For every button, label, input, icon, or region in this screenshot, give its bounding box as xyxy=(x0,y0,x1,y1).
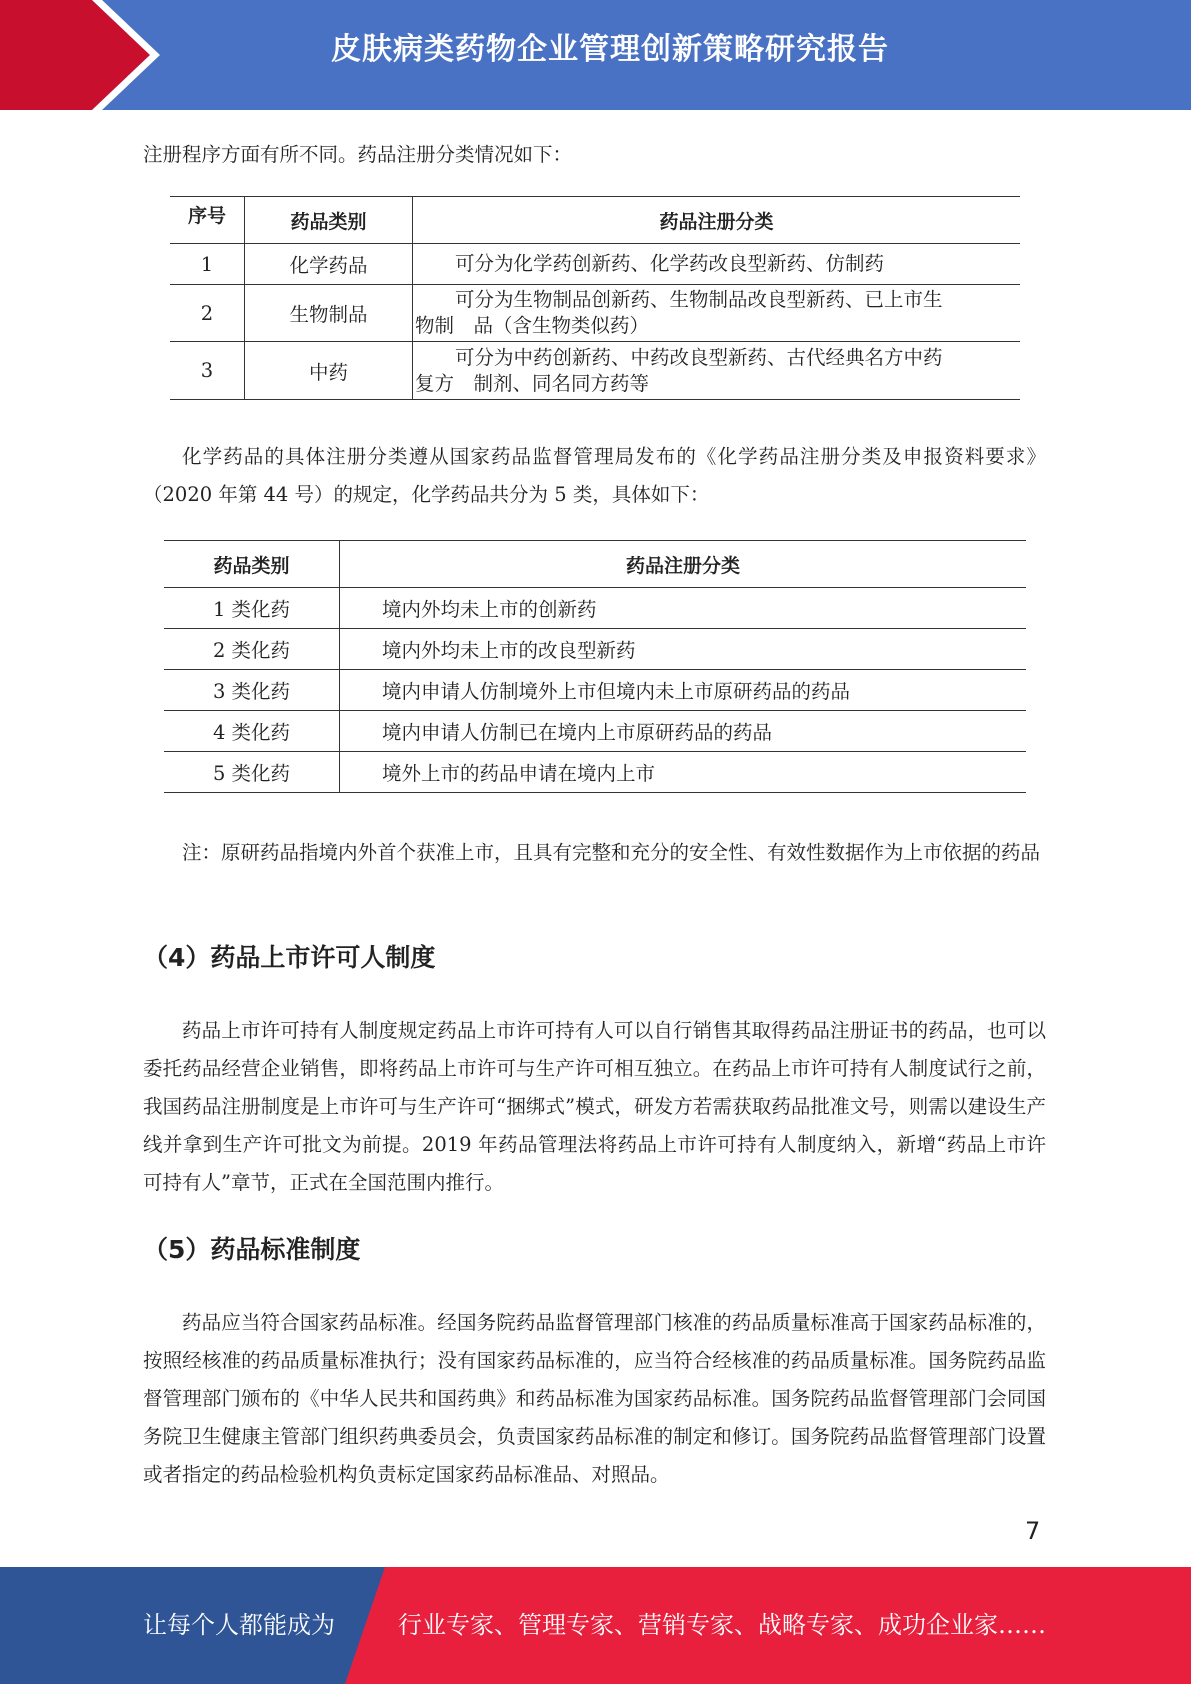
footer-slogan-right: 行业专家、管理专家、营销专家、战略专家、成功企业家…… xyxy=(398,1611,1046,1639)
table-row xyxy=(164,711,1026,752)
row-category: 3 类化药 xyxy=(164,670,340,711)
report-title: 皮肤病类药物企业管理创新策略研究报告 xyxy=(331,32,889,67)
row-category: 中药 xyxy=(245,342,413,400)
intro-paragraph: 注册程序方面有所不同。药品注册分类情况如下： xyxy=(143,143,573,166)
row-desc: 可分为化学药创新药、化学药改良型新药、仿制药 xyxy=(413,244,1021,285)
registration-table xyxy=(170,196,1020,400)
table-row xyxy=(164,670,1026,711)
row-desc: 可分为中药创新药、中药改良型新药、古代经典名方中药 复方 制剂、同名同方药等 xyxy=(413,342,1021,400)
table-row xyxy=(164,629,1026,670)
page-number: 7 xyxy=(1025,1517,1041,1545)
note-paragraph: 注：原研药品指境内外首个获准上市，且具有完整和充分的安全性、有效性数据作为上市依据的药品 xyxy=(182,841,1041,864)
row-no: 3 xyxy=(170,342,245,400)
table-row xyxy=(170,342,1020,400)
table-row xyxy=(170,244,1020,285)
table-row xyxy=(164,588,1026,629)
col-header-no: 序号 xyxy=(170,197,245,244)
row-category: 生物制品 xyxy=(245,285,413,342)
table-row xyxy=(170,285,1020,342)
col-header-category: 药品类别 xyxy=(245,197,413,244)
col-header-category: 药品类别 xyxy=(164,541,340,588)
row-category: 5 类化药 xyxy=(164,752,340,793)
page-footer xyxy=(0,1567,1191,1684)
table-header-row xyxy=(164,541,1026,588)
row-category: 2 类化药 xyxy=(164,629,340,670)
page-header xyxy=(0,0,1191,110)
footer-slogan-left: 让每个人都能成为 xyxy=(143,1611,335,1639)
row-no: 1 xyxy=(170,244,245,285)
row-category: 化学药品 xyxy=(245,244,413,285)
row-desc: 可分为生物制品创新药、生物制品改良型新药、已上市生 物制 品（含生物类似药） xyxy=(413,285,1021,342)
row-desc: 境外上市的药品申请在境内上市 xyxy=(340,752,1027,793)
section-4-body: 药品上市许可持有人制度规定药品上市许可持有人可以自行销售其取得药品注册证书的药品，也可以委托药品经营企业销售，即将药品上市许可与生产许可相互独立。在药品上市许可持有人制度试行之前，我国药品注册制度是上市许可与生产许可“捆绑式”模式，研发方若需获取药品批准文号，则需以建设生产线并拿到生产许可批文为前提。2019 年药品管理法将药品上市许可持有人制度纳入，新增“药品上市许可持有人”章节，正式在全国范围内推行。 xyxy=(143,1019,1046,1194)
row-desc: 境内外均未上市的创新药 xyxy=(340,588,1027,629)
chem-paragraph: 化学药品的具体注册分类遵从国家药品监督管理局发布的《化学药品注册分类及申报资料要求》（2020 年第 44 号）的规定，化学药品共分为 5 类，具体如下： xyxy=(143,445,1046,506)
section-5-heading: （5）药品标准制度 xyxy=(143,1235,361,1264)
table-row xyxy=(164,752,1026,793)
chemical-class-table xyxy=(164,540,1026,793)
row-desc: 境内申请人仿制已在境内上市原研药品的药品 xyxy=(340,711,1027,752)
row-desc: 境内外均未上市的改良型新药 xyxy=(340,629,1027,670)
section-5-body: 药品应当符合国家药品标准。经国务院药品监督管理部门核准的药品质量标准高于国家药品标准的，按照经核准的药品质量标准执行；没有国家药品标准的，应当符合经核准的药品质量标准。国务院药品监督管理部门颁布的《中华人民共和国药典》和药品标准为国家药品标准。国务院药品监督管理部门会同国务院卫生健康主管部门组织药典委员会，负责国家药品标准的制定和修订。国务院药品监督管理部门设置或者指定的药品检验机构负责标定国家药品标准品、对照品。 xyxy=(143,1311,1046,1486)
row-desc: 境内申请人仿制境外上市但境内未上市原研药品的药品 xyxy=(340,670,1027,711)
table-header-row xyxy=(170,197,1020,244)
row-category: 4 类化药 xyxy=(164,711,340,752)
row-no: 2 xyxy=(170,285,245,342)
col-header-classification: 药品注册分类 xyxy=(340,541,1027,588)
row-category: 1 类化药 xyxy=(164,588,340,629)
col-header-classification: 药品注册分类 xyxy=(413,197,1021,244)
section-4-heading: （4）药品上市许可人制度 xyxy=(143,943,436,972)
